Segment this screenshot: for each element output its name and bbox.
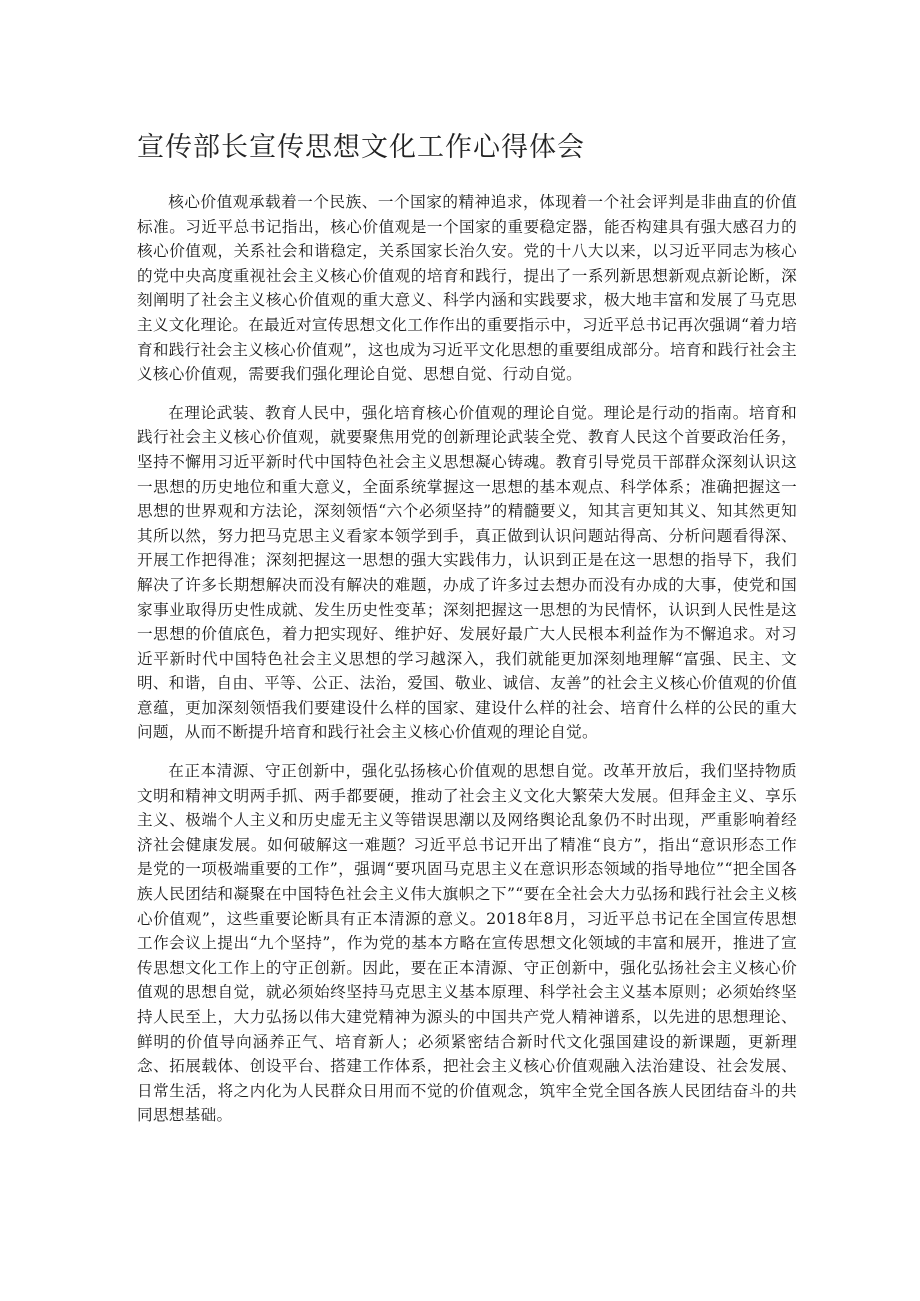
- document-page: [137, 128, 797, 1142]
- paragraph-theory: 在理论武装、教育人民中，强化培育核心价值观的理论自觉。理论是行动的指南。培育和践行社会主义核心价值观，就要聚焦用党的创新理论武装全党、教育人民这个首要政治任务，坚持不懈用习近平新时代中国特色社会主义思想凝心铸魂。教育引导党员干部群众深刻认识这一思想的历史地位和重大意义，全面系统掌握这一思想的基本观点、科学体系；准确把握这一思想的世界观和方法论，深刻领悟“六个必须坚持”的精髓要义，知其言更知其义、知其然更知其所以然，努力把马克思主义看家本领学到手，真正做到认识问题站得高、分析问题看得深、开展工作把得准；深刻把握这一思想的强大实践伟力，认识到正是在这一思想的指导下，我们解决了许多长期想解决而没有解决的难题，办成了许多过去想办而没有办成的大事，使党和国家事业取得历史性成就、发生历史性变革；深刻把握这一思想的为民情怀，认识到人民性是这一思想的价值底色，着力把实现好、维护好、发展好最广大人民根本利益作为不懈追求。对习近平新时代中国特色社会主义思想的学习越深入，我们就能更加深刻地理解“富强、民主、文明、和谐，自由、平等、公正、法治，爱国、敬业、诚信、友善”的社会主义核心价值观的价值意蕴，更加深刻领悟我们要建设什么样的国家、建设什么样的社会、培育什么样的公民的重大问题，从而不断提升培育和践行社会主义核心价值观的理论自觉。: [137, 403, 797, 742]
- paragraph-intro: 核心价值观承载着一个民族、一个国家的精神追求，体现着一个社会评判是非曲直的价值标准。习近平总书记指出，核心价值观是一个国家的重要稳定器，能否构建具有强大感召力的核心价值观，关系社会和谐稳定，关系国家长治久安。党的十八大以来，以习近平同志为核心的党中央高度重视社会主义核心价值观的培育和践行，提出了一系列新思想新观点新论断，深刻阐明了社会主义核心价值观的重大意义、科学内涵和实践要求，极大地丰富和发展了马克思主义文化理论。在最近对宣传思想文化工作作出的重要指示中，习近平总书记再次强调“着力培育和践行社会主义核心价值观”，这也成为习近平文化思想的重要组成部分。培育和践行社会主义核心价值观，需要我们强化理论自觉、思想自觉、行动自觉。: [137, 193, 797, 384]
- paragraph-thought: 在正本清源、守正创新中，强化弘扬核心价值观的思想自觉。改革开放后，我们坚持物质文明和精神文明两手抓、两手都要硬，推动了社会主义文化大繁荣大发展。但拜金主义、享乐主义、极端个人主义和历史虚无主义等错误思潮以及网络舆论乱象仍不时出现，严重影响着经济社会健康发展。如何破解这一难题？习近平总书记开出了精准“良方”，指出“意识形态工作是党的一项极端重要的工作”，强调“要巩固马克思主义在意识形态领域的指导地位”“把全国各族人民团结和凝聚在中国特色社会主义伟大旗帜之下”“要在全社会大力弘扬和践行社会主义核心价值观”，这些重要论断具有正本清源的意义。2018年8月，习近平总书记在全国宣传思想工作会议上提出“九个坚持”，作为党的基本方略在宣传思想文化领域的丰富和展开，推进了宣传思想文化工作上的守正创新。因此，要在正本清源、守正创新中，强化弘扬社会主义核心价值观的思想自觉，就必须始终坚持马克思主义基本原理、科学社会主义基本原则；必须始终坚持人民至上，大力弘扬以伟大建党精神为源头的中国共产党人精神谱系，以先进的思想理论、鲜明的价值导向涵养正气、培育新人；必须紧密结合新时代文化强国建设的新课题，更新理念、拓展载体、创设平台、搭建工作体系，把社会主义核心价值观融入法治建设、社会发展、日常生活，将之内化为人民群众日用而不觉的价值观念，筑牢全党全国各族人民团结奋斗的共同思想基础。: [137, 762, 797, 1125]
- document-title: 宣传部长宣传思想文化工作心得体会: [137, 132, 585, 163]
